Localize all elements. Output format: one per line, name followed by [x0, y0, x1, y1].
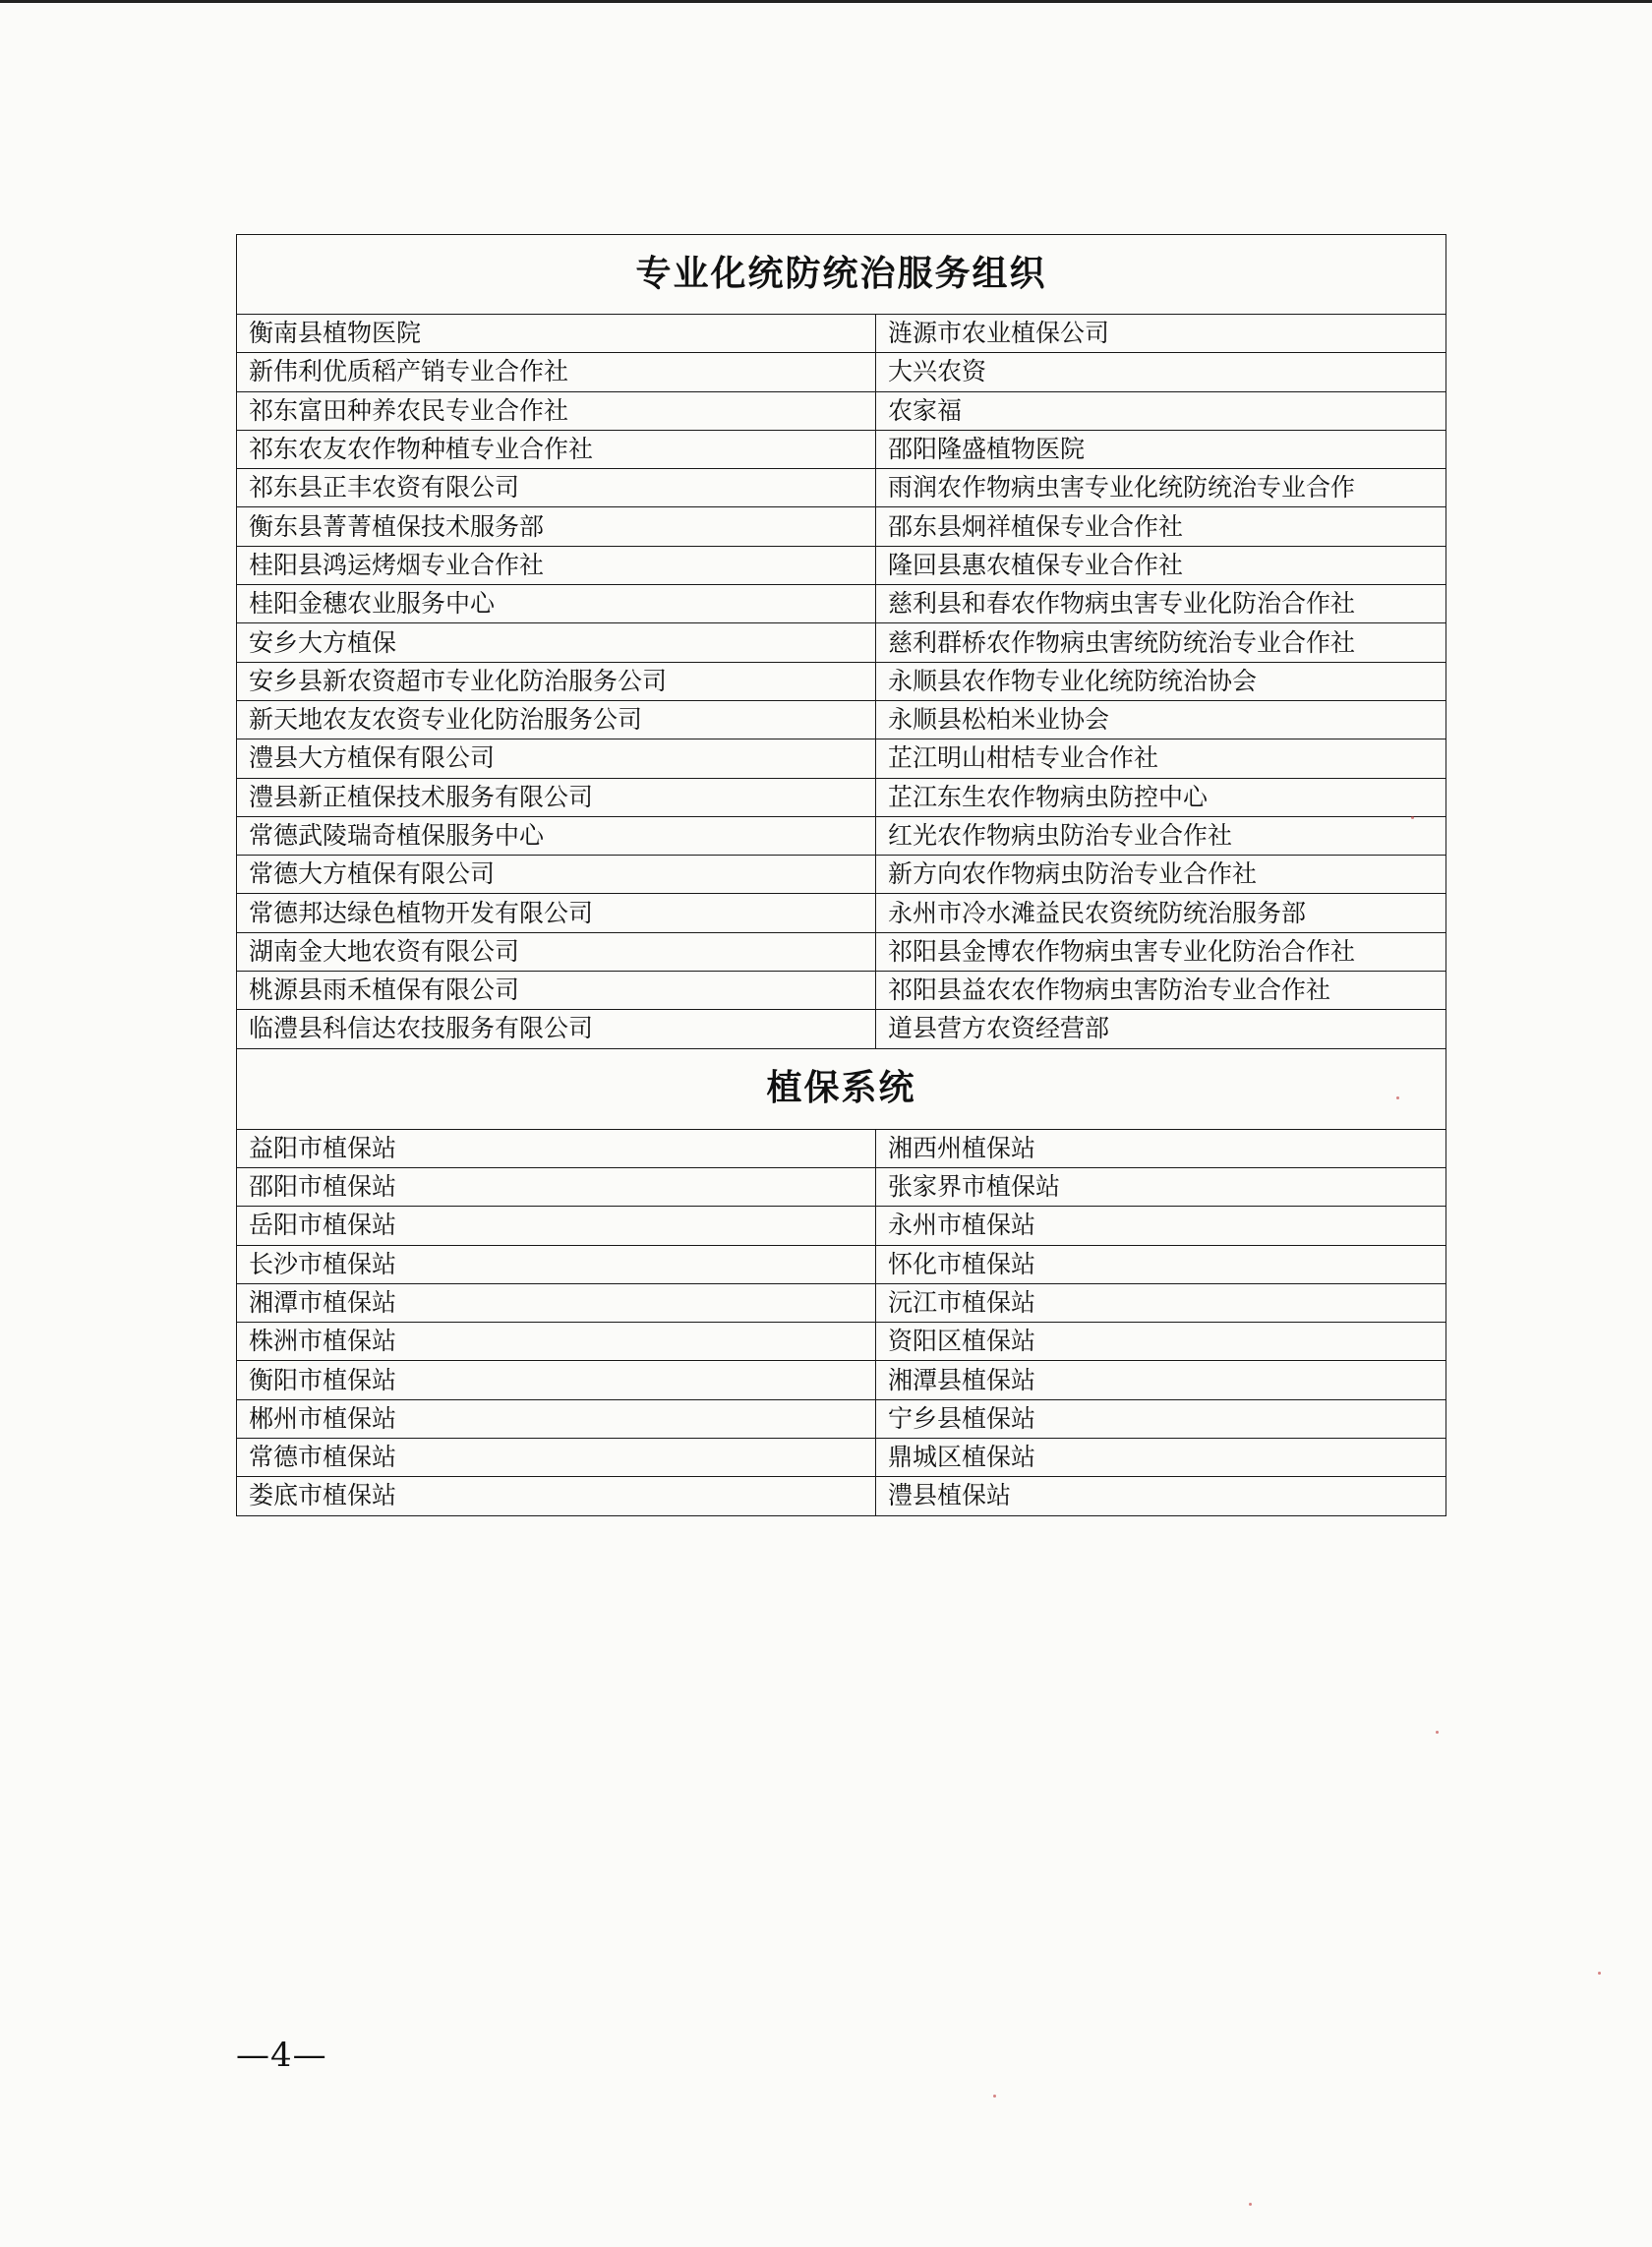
page-number: —4— [236, 2036, 327, 2075]
scan-speck [1249, 2203, 1252, 2206]
table-row [237, 1323, 1446, 1361]
organization-cell-left: 常德市植保站 [237, 1439, 876, 1477]
organization-cell-right: 湘西州植保站 [876, 1129, 1446, 1167]
section-title-row [237, 1048, 1446, 1129]
organization-cell-left: 株洲市植保站 [237, 1323, 876, 1361]
scan-speck [1396, 1096, 1399, 1099]
table-row [237, 507, 1446, 546]
organization-cell-right: 张家界市植保站 [876, 1167, 1446, 1206]
organization-cell-left: 长沙市植保站 [237, 1245, 876, 1283]
organization-cell-right: 隆回县惠农植保专业合作社 [876, 546, 1446, 584]
organization-cell-right: 红光农作物病虫防治专业合作社 [876, 816, 1446, 855]
organization-cell-right: 农家福 [876, 391, 1446, 430]
organization-cell-left: 益阳市植保站 [237, 1129, 876, 1167]
organization-cell-left: 临澧县科信达农技服务有限公司 [237, 1010, 876, 1048]
table-row [237, 1439, 1446, 1477]
table-row [237, 430, 1446, 468]
organization-cell-right: 祁阳县益农农作物病虫害防治专业合作社 [876, 972, 1446, 1010]
table-row [237, 391, 1446, 430]
table-row [237, 1283, 1446, 1322]
organization-cell-right: 慈利县和春农作物病虫害专业化防治合作社 [876, 585, 1446, 623]
organization-cell-right: 鼎城区植保站 [876, 1439, 1446, 1477]
organization-cell-left: 安乡大方植保 [237, 623, 876, 662]
organization-cell-right: 芷江明山柑桔专业合作社 [876, 739, 1446, 778]
organization-cell-left: 衡南县植物医院 [237, 315, 876, 353]
table-row [237, 856, 1446, 894]
organization-cell-right: 雨润农作物病虫害专业化统防统治专业合作 [876, 469, 1446, 507]
section-title: 专业化统防统治服务组织 [237, 235, 1446, 315]
organization-cell-right: 澧县植保站 [876, 1477, 1446, 1515]
organization-cell-left: 常德武陵瑞奇植保服务中心 [237, 816, 876, 855]
organization-cell-left: 常德邦达绿色植物开发有限公司 [237, 894, 876, 932]
organization-cell-right: 大兴农资 [876, 353, 1446, 391]
table-row [237, 932, 1446, 971]
scan-top-edge [0, 0, 1652, 3]
organization-cell-right: 湘潭县植保站 [876, 1361, 1446, 1399]
table-row [237, 469, 1446, 507]
table-row [237, 894, 1446, 932]
table-row [237, 1129, 1446, 1167]
organization-cell-right: 邵阳隆盛植物医院 [876, 430, 1446, 468]
organization-cell-right: 新方向农作物病虫防治专业合作社 [876, 856, 1446, 894]
organization-cell-left: 岳阳市植保站 [237, 1207, 876, 1245]
organization-cell-right: 祁阳县金博农作物病虫害专业化防治合作社 [876, 932, 1446, 971]
organization-cell-right: 永州市植保站 [876, 1207, 1446, 1245]
table-row [237, 972, 1446, 1010]
organization-cell-right: 怀化市植保站 [876, 1245, 1446, 1283]
organization-cell-left: 娄底市植保站 [237, 1477, 876, 1515]
organization-cell-right: 资阳区植保站 [876, 1323, 1446, 1361]
organization-cell-right: 道县营方农资经营部 [876, 1010, 1446, 1048]
table-row [237, 662, 1446, 700]
table-row [237, 585, 1446, 623]
organization-cell-left: 衡阳市植保站 [237, 1361, 876, 1399]
table-row [237, 700, 1446, 739]
organization-cell-left: 新伟利优质稻产销专业合作社 [237, 353, 876, 391]
organization-table [236, 234, 1446, 1516]
section-title-row [237, 235, 1446, 315]
organization-cell-left: 常德大方植保有限公司 [237, 856, 876, 894]
organization-cell-right: 芷江东生农作物病虫防控中心 [876, 778, 1446, 816]
organization-cell-right: 永顺县松柏米业协会 [876, 700, 1446, 739]
table-row [237, 1245, 1446, 1283]
organization-cell-left: 衡东县菁菁植保技术服务部 [237, 507, 876, 546]
table-row [237, 1361, 1446, 1399]
scan-speck [993, 2095, 996, 2098]
organization-cell-left: 澧县新正植保技术服务有限公司 [237, 778, 876, 816]
organization-cell-left: 湘潭市植保站 [237, 1283, 876, 1322]
section-title: 植保系统 [237, 1048, 1446, 1129]
table-row [237, 623, 1446, 662]
organization-cell-left: 祁东县正丰农资有限公司 [237, 469, 876, 507]
table-row [237, 315, 1446, 353]
table-row [237, 1399, 1446, 1438]
organization-cell-right: 宁乡县植保站 [876, 1399, 1446, 1438]
scan-speck [1436, 1731, 1439, 1734]
organization-cell-right: 永州市冷水滩益民农资统防统治服务部 [876, 894, 1446, 932]
organization-cell-right: 慈利群桥农作物病虫害统防统治专业合作社 [876, 623, 1446, 662]
scan-speck [1411, 816, 1414, 819]
organization-cell-left: 澧县大方植保有限公司 [237, 739, 876, 778]
scan-speck [1598, 1972, 1601, 1975]
organization-cell-left: 祁东农友农作物种植专业合作社 [237, 430, 876, 468]
table-row [237, 778, 1446, 816]
table-row [237, 1207, 1446, 1245]
organization-cell-right: 邵东县炯祥植保专业合作社 [876, 507, 1446, 546]
organization-cell-left: 安乡县新农资超市专业化防治服务公司 [237, 662, 876, 700]
organization-cell-left: 湖南金大地农资有限公司 [237, 932, 876, 971]
table-row [237, 546, 1446, 584]
organization-cell-left: 桃源县雨禾植保有限公司 [237, 972, 876, 1010]
organization-cell-right: 涟源市农业植保公司 [876, 315, 1446, 353]
organization-cell-left: 桂阳县鸿运烤烟专业合作社 [237, 546, 876, 584]
organization-cell-right: 永顺县农作物专业化统防统治协会 [876, 662, 1446, 700]
organization-cell-left: 桂阳金穗农业服务中心 [237, 585, 876, 623]
organization-cell-left: 新天地农友农资专业化防治服务公司 [237, 700, 876, 739]
organization-cell-left: 郴州市植保站 [237, 1399, 876, 1438]
table-row [237, 816, 1446, 855]
organization-cell-left: 祁东富田种养农民专业合作社 [237, 391, 876, 430]
table-row [237, 1167, 1446, 1206]
table-row [237, 739, 1446, 778]
table-row [237, 1477, 1446, 1515]
organization-cell-left: 邵阳市植保站 [237, 1167, 876, 1206]
organization-cell-right: 沅江市植保站 [876, 1283, 1446, 1322]
table-row [237, 353, 1446, 391]
table-row [237, 1010, 1446, 1048]
